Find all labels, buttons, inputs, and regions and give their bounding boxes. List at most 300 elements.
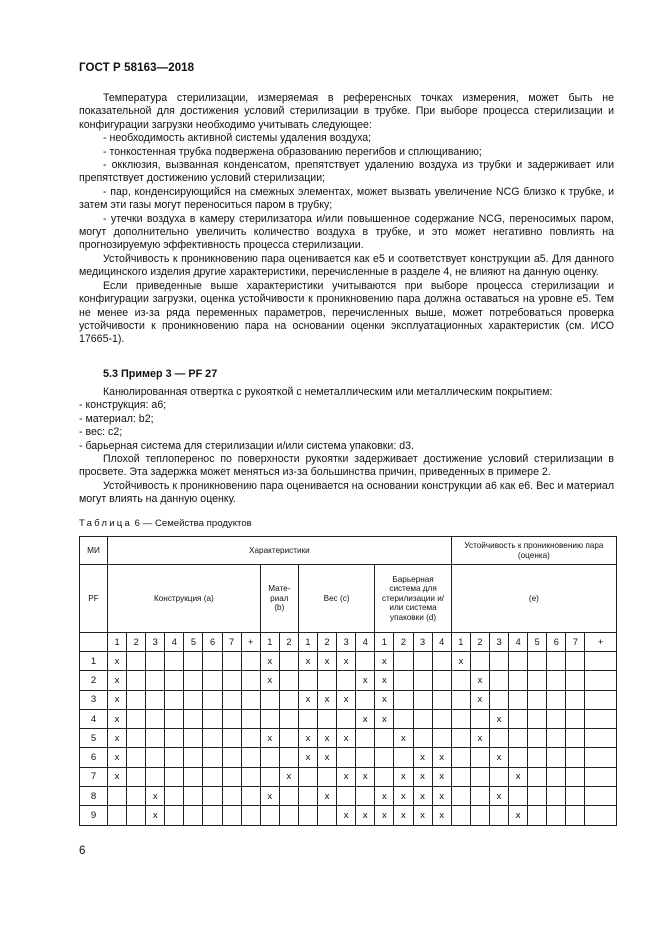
header-characteristics: Характеристики: [108, 537, 452, 565]
table-cell: [432, 709, 451, 728]
table-cell: [127, 690, 146, 709]
table-cell: [241, 652, 260, 671]
table-cell: [222, 787, 241, 806]
table-row: [80, 787, 617, 806]
table-cell: [394, 652, 413, 671]
table-cell: [146, 767, 165, 786]
row-id: 1: [80, 652, 108, 671]
column-number: 4: [356, 633, 375, 652]
table-cell: [241, 787, 260, 806]
table-cell: [413, 690, 432, 709]
table-cell: [585, 767, 617, 786]
table-cell: x: [318, 729, 337, 748]
table-cell: x: [490, 748, 509, 767]
section-paragraph: Устойчивость к проникновению пара оценивается на основании конструкции a6 как e6. Вес и материал могут влиять на данную оценку.: [79, 479, 614, 506]
table-cell: [241, 690, 260, 709]
table-cell: [241, 729, 260, 748]
column-number: +: [585, 633, 617, 652]
table-cell: [203, 690, 222, 709]
table-cell: [184, 671, 203, 690]
header-pf: PF: [80, 565, 108, 633]
column-number: 7: [222, 633, 241, 652]
table-cell: [127, 729, 146, 748]
table-cell: [165, 806, 184, 825]
table-cell: [432, 652, 451, 671]
table-cell: [470, 748, 489, 767]
table-cell: x: [413, 748, 432, 767]
table-cell: [165, 729, 184, 748]
header-mi: МИ: [80, 537, 108, 565]
row-id: 8: [80, 787, 108, 806]
table-cell: [566, 806, 585, 825]
table-cell: [260, 709, 279, 728]
table-cell: [451, 767, 470, 786]
column-number: 1: [451, 633, 470, 652]
table-cell: [528, 709, 547, 728]
table-cell: [318, 709, 337, 728]
table-cell: [337, 787, 356, 806]
table-cell: x: [298, 748, 317, 767]
section-paragraph: Плохой теплоперенос по поверхности рукоятки задерживает достижение условий стерилизации в просвете. Эта задержка может меняться из-за большинства причин, приведенных в примере 2.: [79, 453, 614, 479]
table-cell: [490, 690, 509, 709]
section-paragraph: - барьерная система для стерилизации и/или система упаковки: d3.: [79, 439, 414, 452]
table-cell: [451, 690, 470, 709]
column-number: 2: [318, 633, 337, 652]
table-cell: [203, 709, 222, 728]
table-cell: [528, 729, 547, 748]
table-cell: [470, 806, 489, 825]
table-cell: [509, 671, 528, 690]
table-cell: [432, 671, 451, 690]
table-cell: [470, 787, 489, 806]
table-cell: x: [356, 671, 375, 690]
row-id: 7: [80, 767, 108, 786]
table-cell: [547, 767, 566, 786]
table-cell: [146, 671, 165, 690]
row-id: 9: [80, 806, 108, 825]
table-cell: x: [260, 671, 279, 690]
table-cell: [260, 748, 279, 767]
intro-paragraph: Температура стерилизации, измеряемая в референсных точках измерения, может быть не показательной для достижения условий стерилизации в трубке. При выборе процесса стерилизации и конфигурации загрузки необходимо учитывать следующее:: [79, 92, 614, 131]
table-cell: [279, 748, 298, 767]
table-cell: x: [318, 787, 337, 806]
table-cell: [566, 787, 585, 806]
table-cell: [566, 729, 585, 748]
column-number: 2: [279, 633, 298, 652]
table-cell: [585, 729, 617, 748]
table-cell: [585, 748, 617, 767]
table-cell: [184, 767, 203, 786]
table-cell: [184, 787, 203, 806]
table-cell: [528, 748, 547, 767]
table-cell: x: [298, 652, 317, 671]
table-cell: x: [394, 729, 413, 748]
table-cell: x: [356, 767, 375, 786]
column-number: 5: [528, 633, 547, 652]
row-id: 5: [80, 729, 108, 748]
table-cell: x: [260, 729, 279, 748]
table-row: [80, 690, 617, 709]
table-cell: [413, 671, 432, 690]
table-cell: [241, 748, 260, 767]
row-id: 2: [80, 671, 108, 690]
table-cell: [585, 671, 617, 690]
table-cell: [470, 709, 489, 728]
table-cell: [566, 767, 585, 786]
table-cell: [127, 652, 146, 671]
table-cell: [279, 690, 298, 709]
table-cell: x: [108, 729, 127, 748]
table-cell: x: [108, 652, 127, 671]
table-cell: [413, 709, 432, 728]
column-number: 3: [490, 633, 509, 652]
table-cell: [298, 806, 317, 825]
table-cell: [318, 767, 337, 786]
table-cell: [127, 787, 146, 806]
table-cell: [356, 748, 375, 767]
table-cell: [509, 709, 528, 728]
table-cell: [394, 748, 413, 767]
table-cell: x: [375, 690, 394, 709]
table-cell: [451, 806, 470, 825]
column-number: 3: [337, 633, 356, 652]
table-cell: [146, 652, 165, 671]
table-cell: [146, 690, 165, 709]
table-cell: [528, 652, 547, 671]
table-cell: [470, 652, 489, 671]
table-cell: x: [375, 671, 394, 690]
table-cell: [146, 729, 165, 748]
table-cell: [394, 671, 413, 690]
table-cell: [127, 806, 146, 825]
table-cell: [451, 709, 470, 728]
intro-paragraph: - тонкостенная трубка подвержена образованию перегибов и сплющиванию;: [103, 145, 482, 158]
row-id: 3: [80, 690, 108, 709]
table-cell: [337, 748, 356, 767]
table-cell: x: [413, 767, 432, 786]
table-cell: [356, 729, 375, 748]
header-construction: Конструкция (a): [108, 565, 261, 633]
table-cell: [279, 652, 298, 671]
table-cell: [509, 748, 528, 767]
table-cell: [528, 767, 547, 786]
table-cell: [509, 729, 528, 748]
table-cell: x: [509, 767, 528, 786]
table-cell: [547, 748, 566, 767]
section-text: [79, 386, 614, 507]
table-cell: [451, 671, 470, 690]
table-cell: [547, 806, 566, 825]
section-paragraph: Канюлированная отвертка с рукояткой с неметаллическим или металлическим покрытием:: [103, 386, 553, 398]
table-cell: [203, 767, 222, 786]
table-cell: x: [490, 709, 509, 728]
section-paragraph: - конструкция: a6;: [79, 399, 167, 412]
table-cell: [394, 709, 413, 728]
table-cell: [413, 729, 432, 748]
table-cell: [165, 652, 184, 671]
table-cell: x: [108, 671, 127, 690]
table-cell: [279, 671, 298, 690]
column-number: 3: [413, 633, 432, 652]
table-cell: [566, 671, 585, 690]
table-cell: [241, 806, 260, 825]
table-cell: [184, 748, 203, 767]
table-cell: x: [108, 767, 127, 786]
table-cell: [337, 671, 356, 690]
table-cell: x: [337, 767, 356, 786]
table-row: [80, 767, 617, 786]
table-cell: [318, 806, 337, 825]
intro-paragraph: - утечки воздуха в камеру стерилизатора и/или повышенное содержание NCG, переносимых паром, могут дополнительно увеличить количество воздуха в трубке, и это может негативно повлиять на прогнозируемую эффективность процесса стерилизации.: [79, 212, 614, 252]
table-cell: [566, 709, 585, 728]
table-cell: x: [146, 787, 165, 806]
intro-text: [79, 92, 614, 347]
table-cell: x: [413, 806, 432, 825]
table-cell: [547, 652, 566, 671]
table-cell: [184, 806, 203, 825]
table-cell: [509, 787, 528, 806]
table-cell: x: [337, 729, 356, 748]
table-cell: x: [108, 709, 127, 728]
table-cell: [222, 748, 241, 767]
table-cell: [165, 767, 184, 786]
table-cell: [451, 787, 470, 806]
table-cell: [241, 767, 260, 786]
table-cell: [298, 671, 317, 690]
table-cell: [375, 729, 394, 748]
column-number: 1: [375, 633, 394, 652]
header-barrier-system: Барьерная система для стерилизации и/или система упаковки (d): [375, 565, 452, 633]
table-cell: [146, 748, 165, 767]
table-cell: x: [490, 787, 509, 806]
table-cell: [490, 729, 509, 748]
section-heading: 5.3 Пример 3 — PF 27: [103, 368, 218, 380]
table-cell: x: [356, 806, 375, 825]
table-cell: x: [260, 652, 279, 671]
table-cell: [165, 671, 184, 690]
table-cell: [222, 652, 241, 671]
table-cell: [146, 709, 165, 728]
table-cell: [203, 652, 222, 671]
table-cell: x: [337, 690, 356, 709]
column-number: 2: [394, 633, 413, 652]
table-cell: x: [375, 806, 394, 825]
intro-paragraph: Устойчивость к проникновению пара оценивается как e5 и соответствует конструкции a5. Для данного медицинского изделия другие характеристики, перечисленные в разделе 4, не влияют на данную оценку.: [79, 252, 614, 279]
table-cell: [279, 806, 298, 825]
column-number: 1: [298, 633, 317, 652]
table-cell: [375, 767, 394, 786]
column-number: 4: [165, 633, 184, 652]
table-cell: [165, 748, 184, 767]
table-cell: [203, 806, 222, 825]
table-cell: [356, 787, 375, 806]
table-cell: x: [146, 806, 165, 825]
header-material: Мате-риал (b): [260, 565, 298, 633]
table-cell: [585, 806, 617, 825]
table-cell: [585, 787, 617, 806]
table-cell: [470, 767, 489, 786]
table-cell: [394, 690, 413, 709]
column-number: 3: [146, 633, 165, 652]
table-cell: [547, 671, 566, 690]
document-header: ГОСТ Р 58163—2018: [79, 62, 195, 74]
table-cell: x: [394, 806, 413, 825]
table-cell: [528, 690, 547, 709]
column-number: 7: [566, 633, 585, 652]
table-cell: [165, 787, 184, 806]
table-cell: x: [260, 787, 279, 806]
table-cell: [490, 806, 509, 825]
table-cell: [222, 806, 241, 825]
table-cell: [547, 690, 566, 709]
column-number: 1: [108, 633, 127, 652]
table-cell: [585, 709, 617, 728]
intro-paragraph: - необходимость активной системы удаления воздуха;: [103, 132, 372, 145]
table-cell: [490, 652, 509, 671]
column-number: 4: [432, 633, 451, 652]
table-cell: [279, 787, 298, 806]
table-cell: [509, 652, 528, 671]
table-row: [80, 671, 617, 690]
table-cell: x: [432, 748, 451, 767]
table-cell: [547, 787, 566, 806]
column-number: 2: [127, 633, 146, 652]
table-cell: [184, 652, 203, 671]
page-number: 6: [79, 845, 86, 857]
table-cell: [566, 652, 585, 671]
table-cell: [165, 690, 184, 709]
table-cell: [203, 787, 222, 806]
table-cell: [528, 671, 547, 690]
column-number: 6: [203, 633, 222, 652]
table-cell: x: [108, 748, 127, 767]
intro-paragraph: - окклюзия, вызванная конденсатом, препятствует удалению воздуха из трубки и задерживает или препятствует достижению условий стерилизации;: [79, 159, 614, 185]
table-cell: [127, 671, 146, 690]
table-cell: [528, 806, 547, 825]
table-row: [80, 806, 617, 825]
table-cell: x: [337, 652, 356, 671]
table-cell: x: [432, 787, 451, 806]
table-cell: x: [318, 690, 337, 709]
table-cell: x: [413, 787, 432, 806]
table-cell: [279, 709, 298, 728]
intro-paragraph: Если приведенные выше характеристики учитываются при выборе процесса стерилизации и конфигурации загрузки, оценка устойчивости к проникновению пара должна оставаться на уровне e5. Тем не менее из-за ряда переменных параметров, перечисленных выше, может потребоваться проверка устойчивости к проникновению пара на основании оценки эксплуатационных характеристик (см. ИСО 17665-1).: [79, 279, 614, 346]
table-cell: x: [375, 652, 394, 671]
table-caption-title: 6 — Семейства продуктов: [132, 518, 252, 529]
table-cell: [222, 709, 241, 728]
table-cell: [222, 767, 241, 786]
table-row: [80, 709, 617, 728]
table-cell: x: [356, 709, 375, 728]
table-cell: x: [298, 729, 317, 748]
table-cell: [432, 690, 451, 709]
table-cell: [547, 729, 566, 748]
table-cell: x: [394, 767, 413, 786]
table-cell: [356, 690, 375, 709]
row-id: 4: [80, 709, 108, 728]
table-cell: [203, 748, 222, 767]
column-number: +: [241, 633, 260, 652]
table-cell: [203, 671, 222, 690]
table-cell: [108, 787, 127, 806]
header-rating-e: (e): [451, 565, 616, 633]
row-id: 6: [80, 748, 108, 767]
table-cell: [127, 748, 146, 767]
table-cell: [127, 767, 146, 786]
table-cell: [585, 652, 617, 671]
table-cell: x: [318, 652, 337, 671]
table-cell: [279, 729, 298, 748]
table-cell: x: [318, 748, 337, 767]
table-cell: [490, 767, 509, 786]
table-cell: [356, 652, 375, 671]
table-cell: x: [470, 690, 489, 709]
table-row: [80, 748, 617, 767]
table-cell: x: [432, 767, 451, 786]
table-cell: [566, 748, 585, 767]
table-cell: [298, 787, 317, 806]
table-row: [80, 729, 617, 748]
table-cell: [298, 709, 317, 728]
table-cell: x: [509, 806, 528, 825]
column-number: 6: [547, 633, 566, 652]
table-cell: [260, 767, 279, 786]
table-cell: [566, 690, 585, 709]
table-caption-label: Таблица: [79, 518, 133, 529]
column-number: 2: [470, 633, 489, 652]
table-cell: x: [451, 652, 470, 671]
table-cell: [509, 690, 528, 709]
table-cell: [528, 787, 547, 806]
table-cell: [222, 729, 241, 748]
table-cell: x: [298, 690, 317, 709]
table-cell: [318, 671, 337, 690]
table-cell: [260, 806, 279, 825]
table-cell: [298, 767, 317, 786]
table-cell: x: [470, 729, 489, 748]
table-caption: [79, 518, 252, 529]
table-cell: x: [375, 787, 394, 806]
table-cell: [375, 748, 394, 767]
table-cell: [127, 709, 146, 728]
section-paragraph: - материал: b2;: [79, 412, 154, 425]
table-cell: x: [375, 709, 394, 728]
column-number-blank: [80, 633, 108, 652]
table-cell: [585, 690, 617, 709]
table-cell: [241, 709, 260, 728]
table-cell: [241, 671, 260, 690]
header-resistance: Устойчивость к проникновению пара (оценка): [451, 537, 616, 565]
table-cell: [108, 806, 127, 825]
table-cell: [165, 709, 184, 728]
table-cell: [203, 729, 222, 748]
table-cell: x: [432, 806, 451, 825]
column-number: 1: [260, 633, 279, 652]
table-cell: [337, 709, 356, 728]
table-cell: x: [108, 690, 127, 709]
table-cell: [432, 729, 451, 748]
table-cell: [451, 748, 470, 767]
table-cell: x: [470, 671, 489, 690]
table-cell: [451, 729, 470, 748]
table-cell: [490, 671, 509, 690]
intro-paragraph: - пар, конденсирующийся на смежных элементах, может вызвать увеличение NCG близко к трубке, и затем эти газы могут переноситься паром в трубку;: [79, 185, 614, 212]
section-paragraph: - вес: c2;: [79, 426, 123, 439]
column-number: 4: [509, 633, 528, 652]
table-cell: [413, 652, 432, 671]
table-cell: [222, 671, 241, 690]
table-cell: [260, 690, 279, 709]
